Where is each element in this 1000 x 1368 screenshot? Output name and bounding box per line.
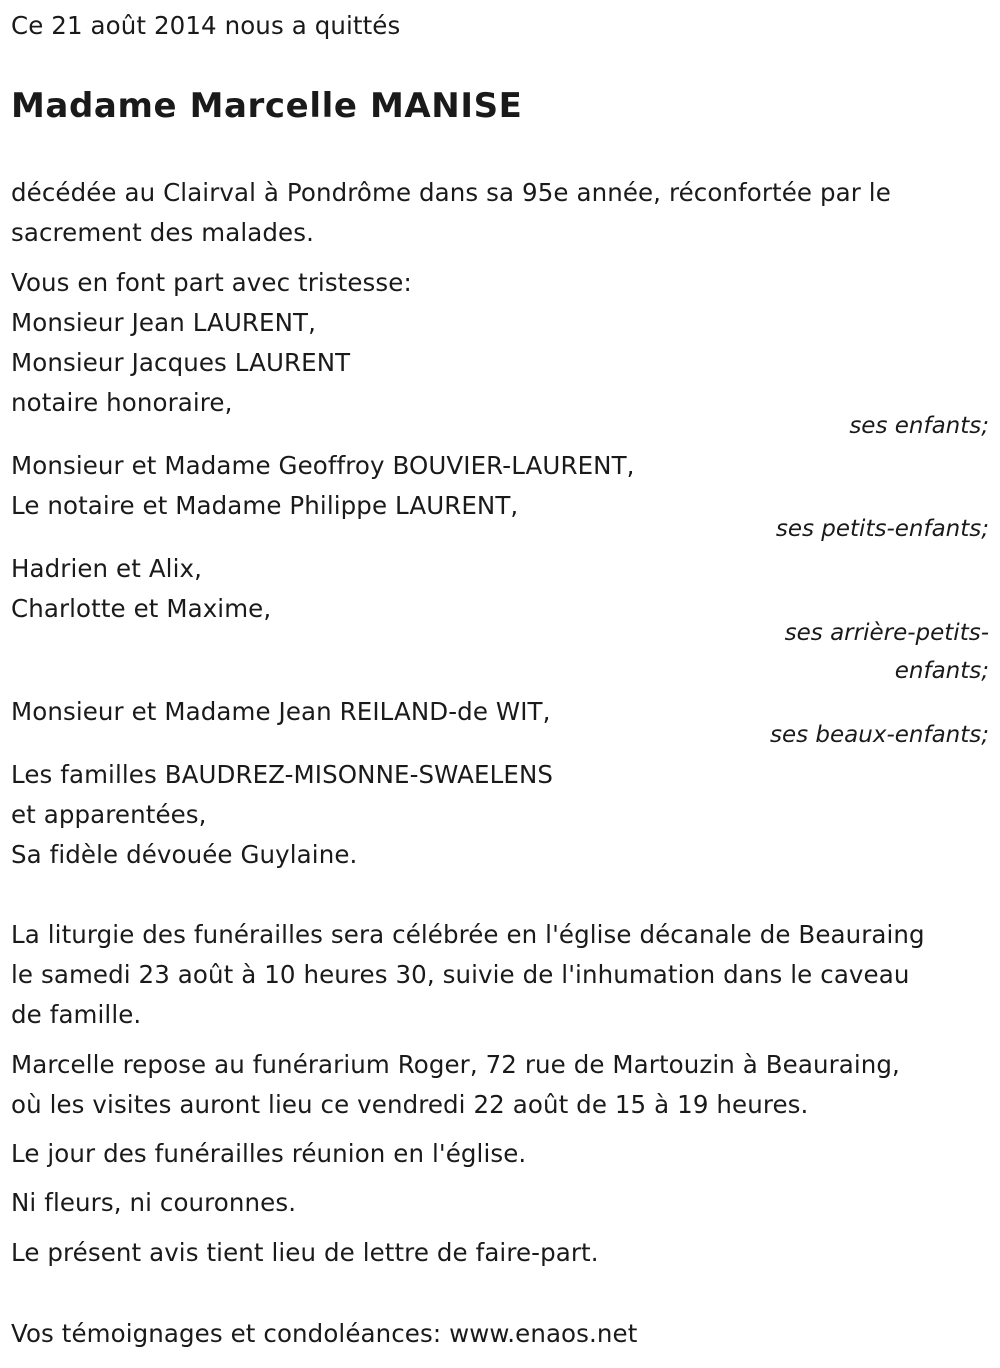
meeting-line: Le jour des funérailles réunion en l'église.	[11, 1139, 527, 1168]
role-great-grandchildren	[491, 614, 991, 690]
family-member: Monsieur et Madame Geoffroy BOUVIER-LAURENT,	[11, 451, 635, 480]
family-member: Les familles BAUDREZ-MISONNE-SWAELENS	[11, 760, 554, 789]
family-member: notaire honoraire,	[11, 388, 233, 417]
family-member: Monsieur Jacques LAURENT	[11, 348, 351, 377]
family-member: Hadrien et Alix,	[11, 554, 202, 583]
role-children: ses enfants;	[849, 413, 989, 439]
family-block	[11, 263, 991, 423]
family-member: Monsieur et Madame Jean REILAND-de WIT,	[11, 697, 551, 726]
great-grandchildren-block	[11, 549, 271, 629]
family-member: Sa fidèle dévouée Guylaine.	[11, 840, 358, 869]
visits-paragraph	[11, 1045, 900, 1125]
role-grandchildren: ses petits-enfants;	[775, 516, 989, 542]
condolences-line	[11, 1314, 637, 1354]
liturgy-line: le samedi 23 août à 10 heures 30, suivie de l'inhumation dans le caveau	[11, 960, 910, 989]
visits-line: où les visites auront lieu ce vendredi 22 août de 15 à 19 heures.	[11, 1090, 809, 1119]
liturgy-paragraph	[11, 915, 925, 1035]
intro-line: sacrement des malades.	[11, 218, 314, 247]
visits-line: Marcelle repose au funérarium Roger, 72 rue de Martouzin à Beauraing,	[11, 1050, 900, 1079]
role-great-grandchildren-line: ses arrière-petits-	[784, 620, 989, 646]
liturgy-line: de famille.	[11, 1000, 142, 1029]
family-member: Le notaire et Madame Philippe LAURENT,	[11, 491, 519, 520]
liturgy-line: La liturgie des funérailles sera célébrée en l'église décanale de Beauraing	[11, 920, 925, 949]
role-in-laws: ses beaux-enfants;	[769, 722, 989, 748]
family-member: Monsieur Jean LAURENT,	[11, 308, 317, 337]
announce-line: Vous en font part avec tristesse:	[11, 268, 412, 297]
date-line: Ce 21 août 2014 nous a quittés	[11, 11, 401, 40]
intro-line: décédée au Clairval à Pondrôme dans sa 95e année, réconfortée par le	[11, 178, 891, 207]
role-great-grandchildren-line: enfants;	[894, 658, 989, 684]
family-member: Charlotte et Maxime,	[11, 594, 272, 623]
family-member: et apparentées,	[11, 800, 207, 829]
website-link[interactable]: www.enaos.net	[449, 1319, 638, 1348]
condolences-label: Vos témoignages et condoléances:	[11, 1319, 442, 1348]
other-family-block	[11, 755, 553, 875]
flowers-line: Ni fleurs, ni couronnes.	[11, 1188, 297, 1217]
notice-line: Le présent avis tient lieu de lettre de faire-part.	[11, 1238, 599, 1267]
deceased-name: Madame Marcelle MANISE	[11, 86, 523, 126]
intro-paragraph	[11, 173, 891, 253]
